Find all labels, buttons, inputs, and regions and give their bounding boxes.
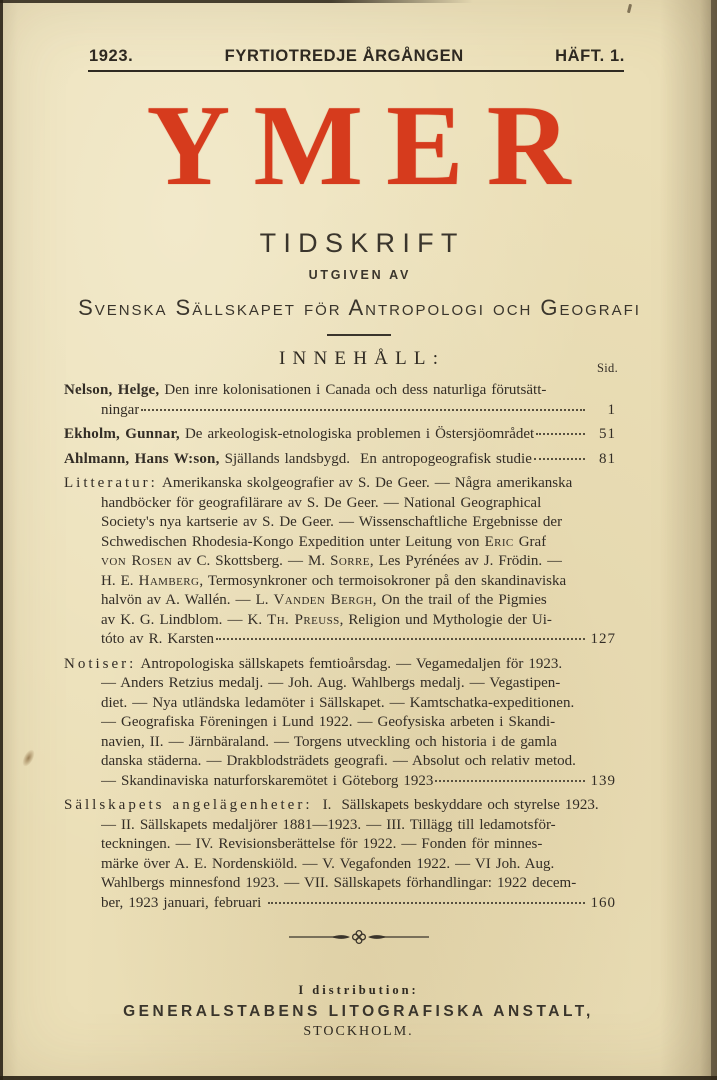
printer-name: GENERALSTABENS LITOGRAFISKA ANSTALT, — [123, 1003, 594, 1020]
toc-line-text: danska städerna. — Drakblodsträdets geografi. — Absolut och relativ metod. — [101, 753, 576, 769]
masthead-row — [89, 0, 625, 66]
toc-line-text: Society's nya kartserie av S. De Geer. — Wissenschaftliche Ergebnisse der — [101, 514, 563, 530]
toc-line — [64, 381, 616, 401]
toc-line — [64, 572, 616, 592]
toc-paragraph — [64, 796, 616, 913]
toc-line — [64, 752, 616, 772]
toc-line-text: — Skandinaviska naturforskaremötet i Göteborg 1923 — [101, 772, 434, 789]
toc-line — [64, 611, 616, 631]
ink-mark — [627, 4, 632, 13]
distribution-label: I distribution: — [298, 983, 419, 997]
toc-line — [64, 694, 616, 714]
toc-paragraph — [64, 655, 616, 792]
toc-line-text: Schwedischen Rhodesia-Kongo Expedition unter Leitung von Eric Graf — [101, 533, 547, 550]
page-number: 127 — [590, 631, 616, 647]
toc-line — [64, 552, 616, 572]
scan-edge-bottom — [0, 1076, 717, 1080]
toc-line-text: navien, II. — Järnbäraland. — Torgens utveckling och historia i de gamla — [101, 733, 557, 750]
toc-line — [64, 401, 616, 421]
toc-line — [64, 591, 616, 611]
toc-line — [64, 474, 616, 494]
toc-line-text: Notiser: Antropologiska sällskapets femtioårsdag. — Vegamedaljen för 1923. — [64, 655, 563, 672]
masthead-volume: FYRTIOTREDJE ÅRGÅNGEN — [224, 47, 464, 65]
toc-line-text: ber, 1923 januari, februari — [101, 894, 267, 911]
toc-line-text: handböcker för geografilärare av S. De Geer. — National Geographical — [101, 494, 542, 511]
toc-paragraph — [64, 381, 616, 420]
toc-line — [64, 713, 616, 733]
toc-line — [64, 655, 616, 675]
page-number: 81 — [599, 450, 616, 467]
masthead-issue: HÄFT. 1. — [555, 47, 625, 65]
table-of-contents — [64, 381, 616, 913]
toc-line-text: Ahlmann, Hans W:son, Själlands landsbygd. En antropogeografisk studie — [64, 450, 532, 467]
published-by-line: UTGIVEN AV — [308, 268, 412, 282]
ornament-divider — [0, 929, 717, 947]
toc-paragraph — [64, 425, 616, 445]
toc-line — [64, 772, 616, 792]
toc-line-text: teckningen. — IV. Revisionsberättelse för 1922. — Fonden för minnes- — [101, 836, 543, 852]
scan-edge-left — [0, 0, 3, 1080]
dot-leader — [268, 902, 585, 904]
toc-line — [64, 494, 616, 514]
toc-line-text: Nelson, Helge, Den inre kolonisationen i Canada och dess naturliga förutsätt- — [64, 382, 547, 398]
scan-edge-right — [711, 0, 717, 1080]
toc-line-text: ningar — [101, 401, 140, 418]
toc-line-text: Ekholm, Gunnar, De arkeologisk-etnologiska problemen i Östersjöområdet — [64, 426, 535, 442]
toc-line-text: Wahlbergs minnesfond 1923. — VII. Sällskapets förhandlingar: 1922 decem- — [101, 875, 577, 891]
toc-line — [64, 450, 616, 470]
page-number: 160 — [590, 894, 616, 911]
toc-line — [64, 674, 616, 694]
toc-line-text: av K. G. Lindblom. — K. Th. Preuss, Religion und Mythologie der Ui- — [101, 611, 552, 628]
toc-line-text: von Rosen av C. Skottsberg. — M. Sorre, Les Pyrénées av J. Frödin. — — [101, 553, 563, 569]
page-number: 1 — [607, 401, 616, 418]
society-rule — [327, 334, 391, 336]
toc-line-text: H. E. Hamberg, Termosynkroner och termoisokroner på den skandinaviska — [101, 572, 567, 589]
toc-heading: INNEHÅLL: — [278, 348, 446, 369]
fleuron-divider-icon — [289, 929, 429, 945]
toc-line-text: Litteratur: Amerikanska skolgeografier av S. De Geer. — Några amerikanska — [64, 475, 573, 491]
toc-line — [64, 816, 616, 836]
toc-paragraph — [64, 450, 616, 470]
toc-line-text: halvön av A. Wallén. — L. Vanden Bergh, On the trail of the Pigmies — [101, 592, 547, 608]
toc-line-text: — Anders Retzius medalj. — Joh. Aug. Wahlbergs medalj. — Vegastipen- — [101, 675, 561, 691]
toc-line-text: — Geografiska Föreningen i Lund 1922. — Geofysiska arbeten i Skandi- — [101, 714, 556, 730]
toc-line — [64, 796, 616, 816]
toc-line-text: märke över A. E. Nordenskiöld. — V. Vegafonden 1922. — VI Joh. Aug. — [101, 855, 555, 872]
toc-line-text: tóto av R. Karsten — [101, 631, 215, 647]
toc-line — [64, 855, 616, 875]
toc-line — [64, 513, 616, 533]
journal-title: YMER — [146, 82, 594, 210]
page-number: 139 — [590, 772, 616, 789]
dot-leader — [435, 780, 585, 782]
toc-line — [64, 733, 616, 753]
toc-line — [64, 835, 616, 855]
toc-line-text: — II. Sällskapets medaljörer 1881—1923. — III. Tillägg till ledamotsför- — [101, 816, 556, 833]
toc-paragraph — [64, 474, 616, 650]
toc-line — [64, 874, 616, 894]
toc-line — [64, 894, 616, 914]
printer-city: STOCKHOLM. — [303, 1024, 414, 1039]
dot-leader — [536, 433, 585, 435]
toc-line — [64, 425, 616, 445]
toc-line — [64, 630, 616, 650]
toc-line-text: diet. — Nya utländska ledamöter i Sällskapet. — Kamtschatka-expeditionen. — [101, 694, 575, 711]
imprint — [0, 983, 717, 1040]
paper-smudge — [20, 748, 36, 768]
scan-edge-top — [0, 0, 473, 3]
dot-leader — [216, 638, 585, 640]
toc-line-text: Sällskapets angelägenheter: I. Sällskapets beskyddare och styrelse 1923. — [64, 797, 599, 813]
dot-leader — [534, 458, 585, 460]
page-column-label: Sid. — [597, 361, 618, 375]
toc-header-row — [0, 348, 717, 374]
society-name: Svenska Sällskapet för Antropologi och Geografi — [78, 295, 641, 320]
masthead-rule — [88, 70, 624, 72]
toc-line — [64, 533, 616, 553]
journal-subtitle: TIDSKRIFT — [259, 228, 465, 258]
page-number: 51 — [599, 426, 616, 442]
dot-leader — [141, 409, 585, 411]
masthead-year: 1923. — [89, 47, 134, 65]
